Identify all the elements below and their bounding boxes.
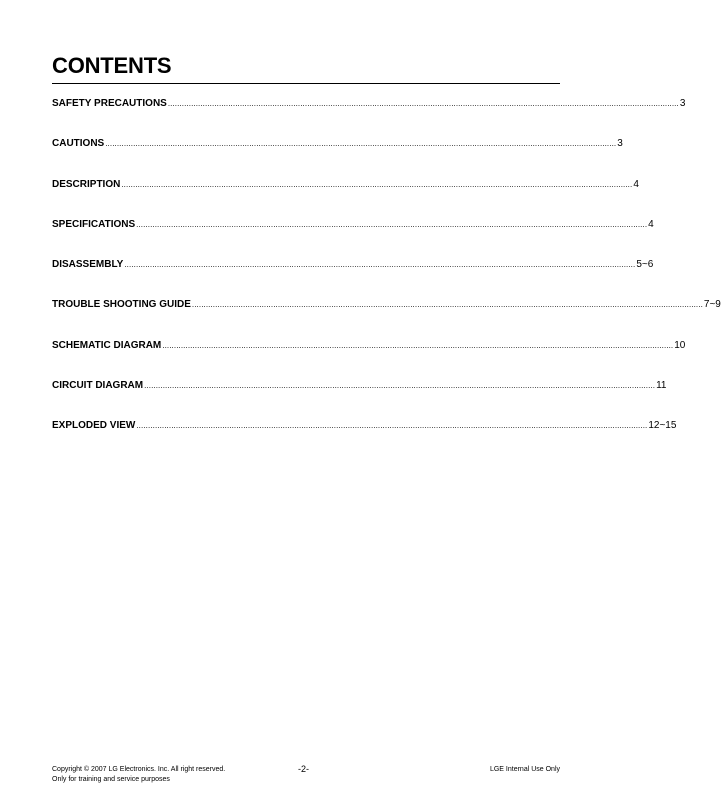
toc-dot-leader: ............................................................................................................................................................................................................................: [124, 260, 636, 270]
table-of-contents: [52, 97, 721, 460]
toc-entry-label: DESCRIPTION: [52, 178, 121, 190]
toc-dot-leader: ............................................................................................................................................................................................................................: [144, 381, 656, 391]
toc-entry-label: CIRCUIT DIAGRAM: [52, 380, 144, 392]
toc-entry-label: SAFETY PRECAUTIONS: [52, 98, 167, 109]
page-title: CONTENTS: [52, 53, 172, 78]
toc-entry-page: 12~15: [648, 420, 677, 432]
toc-entry-label: SCHEMATIC DIAGRAM: [52, 339, 162, 351]
footer-copyright-block: [52, 765, 225, 785]
toc-entry-label: EXPLODED VIEW: [52, 420, 136, 432]
footer-copyright: Copyright © 2007 LG Electronics. Inc. All right reserved.: [52, 766, 226, 773]
toc-entry-label: SPECIFICATIONS: [52, 218, 136, 230]
footer-page-number: -2-: [298, 764, 309, 774]
toc-entry-description[interactable]: [52, 178, 639, 218]
toc-entry-exploded-view[interactable]: [52, 419, 677, 459]
toc-entry-specifications[interactable]: [52, 218, 654, 258]
footer-usage-note: Only for training and service purposes: [52, 776, 170, 783]
toc-entry-page: 4: [648, 218, 654, 230]
toc-entry-cautions[interactable]: [52, 137, 623, 177]
toc-entry-page: 10: [674, 339, 686, 351]
toc-entry-circuit-diagram[interactable]: [52, 379, 667, 419]
toc-entry-safety-precautions[interactable]: [52, 97, 686, 137]
toc-entry-disassembly[interactable]: [52, 258, 654, 298]
toc-entry-page: 3: [617, 138, 623, 150]
toc-entry-label: DISASSEMBLY: [52, 259, 124, 271]
footer-classification: LGE Internal Use Only: [489, 766, 560, 773]
toc-entry-label: CAUTIONS: [52, 138, 105, 150]
toc-dot-leader: ............................................................................................................................................................................................................................: [121, 179, 633, 189]
toc-entry-page: 4: [633, 178, 639, 190]
toc-entry-page: 3: [679, 98, 686, 109]
toc-dot-leader: ............................................................................................................................................................................................................................: [136, 219, 648, 229]
toc-dot-leader: ............................................................................................................................................................................................................................: [191, 300, 703, 310]
title-divider: [52, 83, 560, 84]
toc-dot-leader: ............................................................................................................................................................................................................................: [167, 99, 679, 108]
toc-dot-leader: ............................................................................................................................................................................................................................: [162, 340, 674, 350]
toc-entry-page: 11: [656, 380, 667, 392]
toc-entry-schematic-diagram[interactable]: [52, 339, 686, 379]
toc-entry-page: 5~6: [636, 259, 654, 271]
toc-entry-trouble-shooting-guide[interactable]: [52, 298, 721, 338]
toc-dot-leader: ............................................................................................................................................................................................................................: [136, 421, 648, 431]
toc-dot-leader: ............................................................................................................................................................................................................................: [105, 139, 617, 149]
toc-entry-page: 7~9: [703, 299, 721, 311]
toc-entry-label: TROUBLE SHOOTING GUIDE: [52, 299, 191, 311]
